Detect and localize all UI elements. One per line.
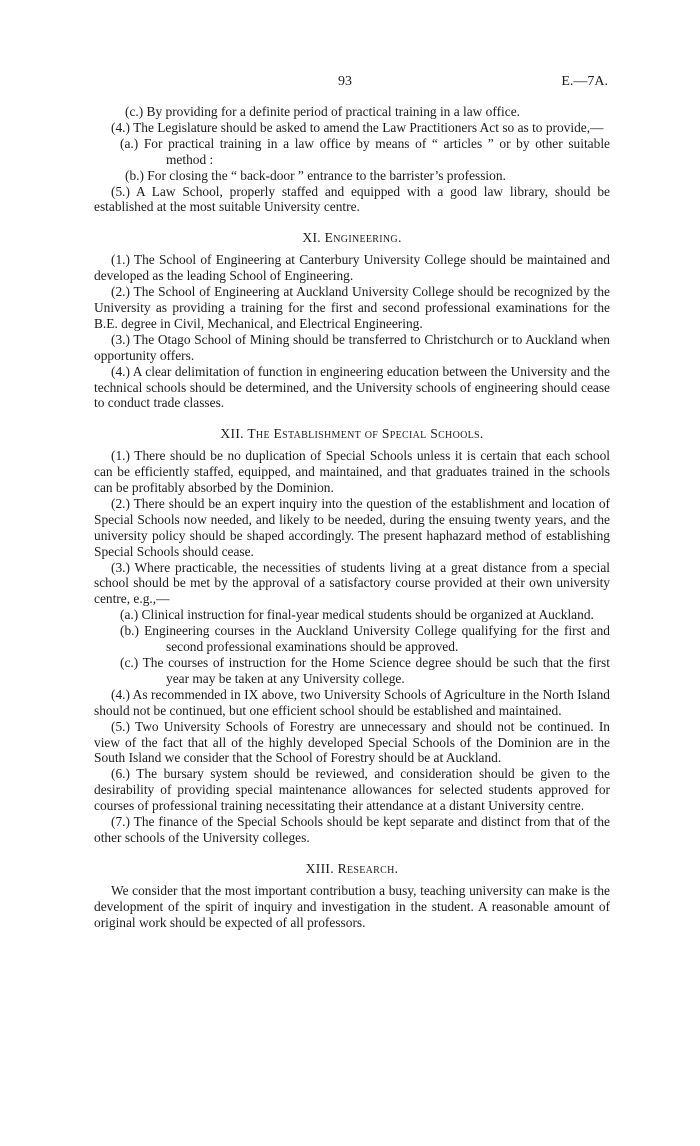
- engineering-para-4: (4.) A clear delimitation of function in engineering education between the University and the technical schools should be determined, and the University schools of engineering should cease to conduct trade classes.: [94, 363, 610, 411]
- special-schools-para-2: (2.) There should be an expert inquiry into the question of the establishment and location of Special Schools now needed, and likely to be needed, during the ensuing twenty years, and the university policy should be shaped accordingly. The present haphazard method of establishing Special Schools should cease.: [94, 495, 610, 559]
- special-schools-para-3: (3.) Where practicable, the necessities of students living at a great distance from a special school should be met by the approval of a satisfactory course provided at their own university centre, e.g.,—: [94, 559, 610, 607]
- page-header: [0, 74, 700, 94]
- section-heading-research: XIII. Research.: [305, 860, 399, 876]
- law-item-c: (c.) By providing for a definite period of practical training in a law office.: [125, 104, 521, 119]
- engineering-para-3: (3.) The Otago School of Mining should be transferred to Christchurch or to Auckland when opportunity offers.: [94, 331, 610, 363]
- special-schools-para-1: (1.) There should be no duplication of Special Schools unless it is certain that each school can be efficiently staffed, equipped, and maintained, and that graduates trained in the schools can be profitably absorbed by the Dominion.: [94, 448, 610, 496]
- document-reference: E.—7A.: [561, 74, 608, 89]
- special-schools-para-4: (4.) As recommended in IX above, two University Schools of Agriculture in the North Island should not be continued, but one efficient school should be established and maintained.: [94, 686, 610, 718]
- engineering-para-2: (2.) The School of Engineering at Auckland University College should be recognized by the University as providing a training for the first and second professional examinations for the B.E. degree in Civil, Mechanical, and Electrical Engineering.: [94, 284, 610, 331]
- special-schools-para-7: (7.) The finance of the Special Schools should be kept separate and distinct from that of the other schools of the University colleges.: [94, 814, 610, 845]
- special-schools-item-3a: (a.) Clinical instruction for final-year medical students should be organized at Auckland.: [120, 607, 594, 623]
- special-schools-para-5: (5.) Two University Schools of Forestry are unnecessary and should not be continued. In view of the fact that all of the highly developed Special Schools of the Dominion are in the South Island we consider that the School of Forestry should be at Auckland.: [94, 718, 610, 766]
- special-schools-item-3c: (c.) The courses of instruction for the Home Science degree should be such that the first year may be taken at any University college.: [120, 655, 610, 686]
- law-item-4a: (a.) For practical training in a law office by means of “ articles ” or by other suitable method :: [120, 135, 610, 167]
- page-number: 93: [338, 74, 352, 89]
- special-schools-para-6: (6.) The bursary system should be reviewed, and consideration should be given to the desirability of providing special maintenance allowances for selected students approved for courses of professional training necessitating their attendance at a distant University centre.: [94, 766, 610, 814]
- engineering-para-1: (1.) The School of Engineering at Canterbury University College should be maintained and developed as the leading School of Engineering.: [94, 252, 610, 284]
- section-heading-engineering: XI. Engineering.: [302, 230, 402, 246]
- research-para-1: We consider that the most important contribution a busy, teaching university can make is the development of the spirit of inquiry and investigation in the student. A reasonable amount of original work should be expected of all professors.: [94, 882, 610, 930]
- law-para-5: (5.) A Law School, properly staffed and equipped with a good law library, should be established at the most suitable University centre.: [94, 183, 610, 215]
- section-heading-special-schools: XII. The Establishment of Special Schools.: [220, 426, 484, 442]
- special-schools-item-3b: (b.) Engineering courses in the Auckland University College qualifying for the first and second professional examinations should be approved.: [120, 623, 610, 655]
- law-item-4b: (b.) For closing the “ back-door ” entrance to the barrister’s profession.: [125, 167, 506, 183]
- page-content: [94, 104, 610, 931]
- law-para-4: (4.) The Legislature should be asked to amend the Law Practitioners Act so as to provide,—: [111, 119, 604, 135]
